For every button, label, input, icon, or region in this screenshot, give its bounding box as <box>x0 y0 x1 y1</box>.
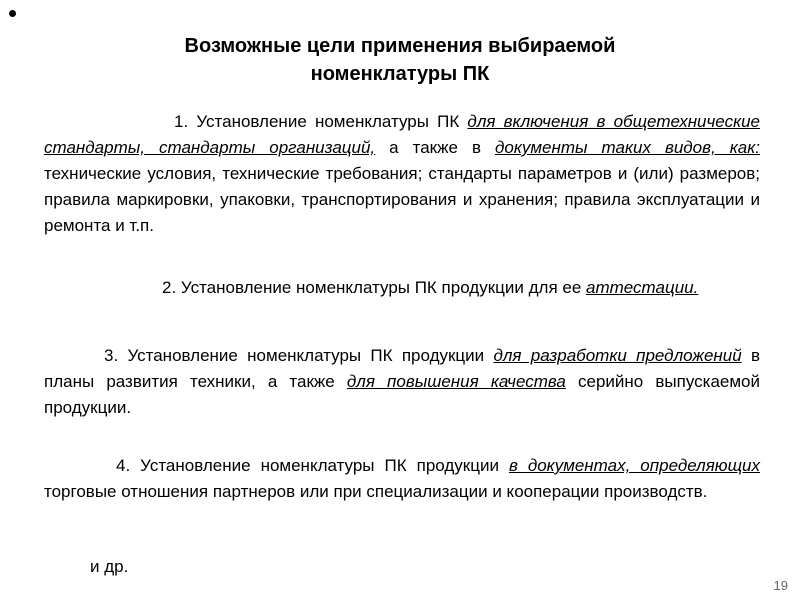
goal-1-text-a: 1. Установление номенклатуры ПК <box>174 112 468 131</box>
goal-3-text-a: 3. Установление номенклатуры ПК продукции <box>104 346 494 365</box>
goal-4-emphasis-b: в документах, определяющих <box>508 456 760 475</box>
title-line-1: Возможные цели применения выбираемой <box>184 35 616 57</box>
goal-2-text-a: 2. Установление номенклатуры ПК продукции для ее <box>162 278 587 297</box>
goal-item-2 <box>44 275 760 301</box>
goal-1-emphasis-d: документы таких видов, как: <box>495 138 760 157</box>
goal-2-emphasis-b: аттестации. <box>586 278 699 297</box>
etc-note: и др. <box>90 557 129 576</box>
bullet-marker: • <box>8 0 18 28</box>
goal-4-text-a: 4. Установление номенклатуры ПК продукции <box>116 456 509 475</box>
goal-3-text-c: в планы развития техники, а также <box>44 346 760 391</box>
goal-item-1 <box>44 109 760 239</box>
goal-1-text-e: технические условия, технические требования; стандарты параметров и (или) размеров; правила маркировки, упаковки, транспортирования и хранения; правила эксплуатации и ремонта и т.п. <box>44 164 760 235</box>
title-line-2: номенклатуры ПК <box>310 63 490 85</box>
goal-item-4 <box>44 453 760 505</box>
goal-1-text-c: а также в <box>375 138 496 157</box>
page-number: 19 <box>773 578 788 593</box>
goal-3-emphasis-b: для разработки предложений <box>493 346 742 365</box>
slide-title <box>0 32 800 88</box>
goal-4-text-c: торговые отношения партнеров или при специализации и кооперации производств. <box>44 482 708 501</box>
goal-1-emphasis-b: для включения в общетехнические стандарты, стандарты организаций, <box>44 112 760 157</box>
goal-3-emphasis-d: для повышения качества <box>346 372 566 391</box>
goal-item-3 <box>44 343 760 421</box>
goal-3-text-e: серийно выпускаемой продукции. <box>44 372 760 417</box>
